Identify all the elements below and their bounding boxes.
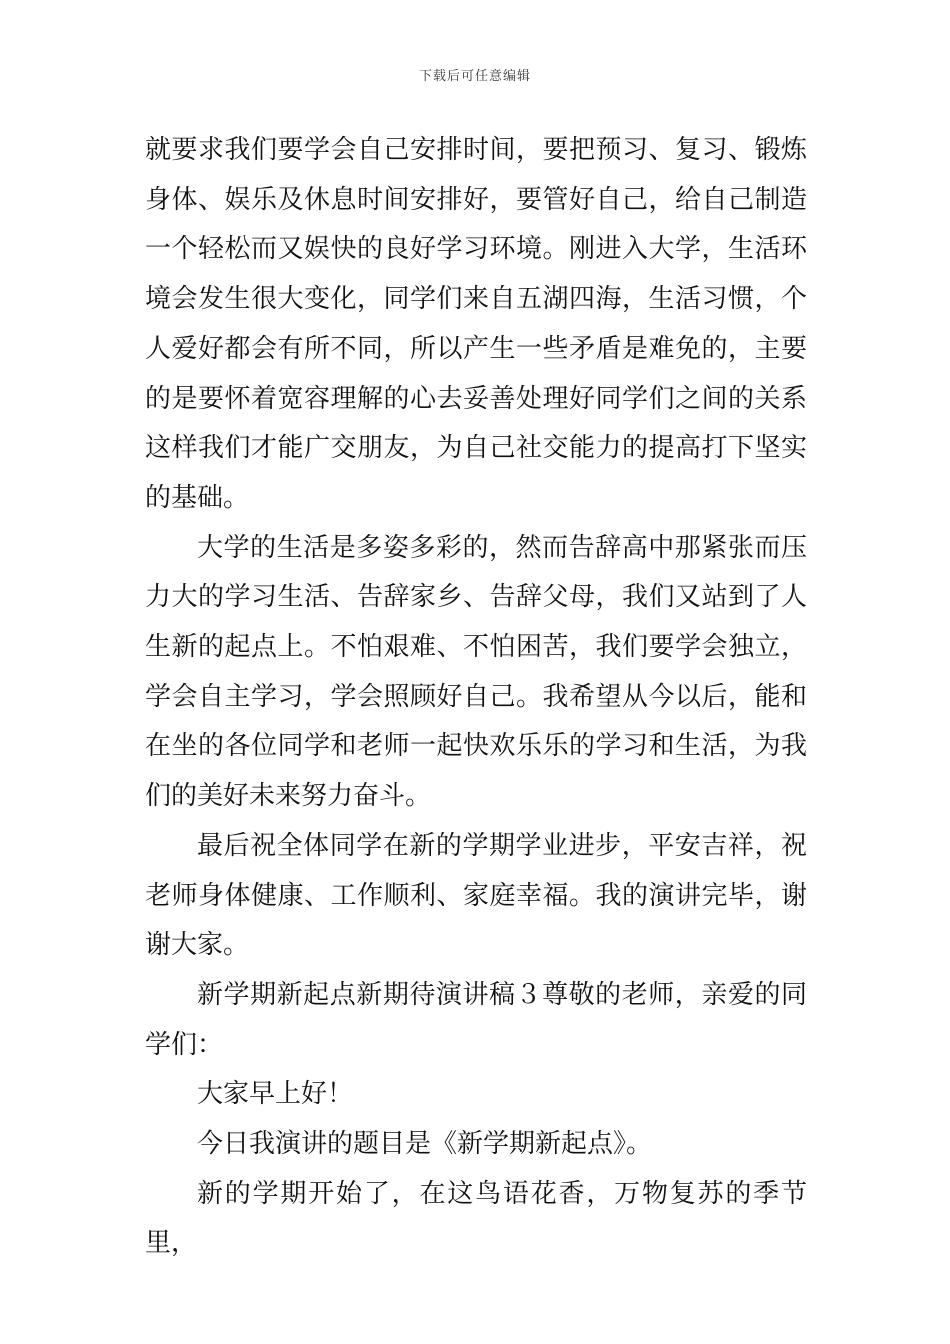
paragraph-6: 今日我演讲的题目是《新学期新起点》。	[197, 1129, 653, 1160]
paragraph-5: 大家早上好！	[197, 1079, 354, 1110]
paragraph-3: 最后祝全体同学在新的学期学业进步，平安吉祥，祝老师身体健康、工作顺利、家庭幸福。我的演讲完毕，谢谢大家。	[145, 830, 807, 961]
paragraph-4: 新学期新起点新期待演讲稿３尊敬的老师，亲爱的同学们：	[145, 979, 807, 1060]
paragraph-7: 新的学期开始了，在这鸟语花香，万物复苏的季节里，	[145, 1178, 807, 1259]
page-header-note: 下载后可任意编辑	[418, 69, 531, 84]
document-body	[145, 126, 807, 1269]
paragraph-2: 大学的生活是多姿多彩的，然而告辞高中那紧张而压力大的学习生活、告辞家乡、告辞父母，我们又站到了人生新的起点上。不怕艰难、不怕困苦，我们要学会独立，学会自主学习，学会照顾好自己。我希望从今以后，能和在坐的各位同学和老师一起快欢乐乐的学习和生活，为我们的美好未来努力奋斗。	[145, 532, 807, 812]
paragraph-1: 就要求我们要学会自己安排时间，要把预习、复习、锻炼身体、娱乐及休息时间安排好，要管好自己，给自己制造一个轻松而又娱快的良好学习环境。刚进入大学，生活环境会发生很大变化，同学们来自五湖四海，生活习惯，个人爱好都会有所不同，所以产生一些矛盾是难免的，主要的是要怀着宽容理解的心去妥善处理好同学们之间的关系这样我们才能广交朋友，为自己社交能力的提高打下坚实的基础。	[145, 135, 807, 513]
